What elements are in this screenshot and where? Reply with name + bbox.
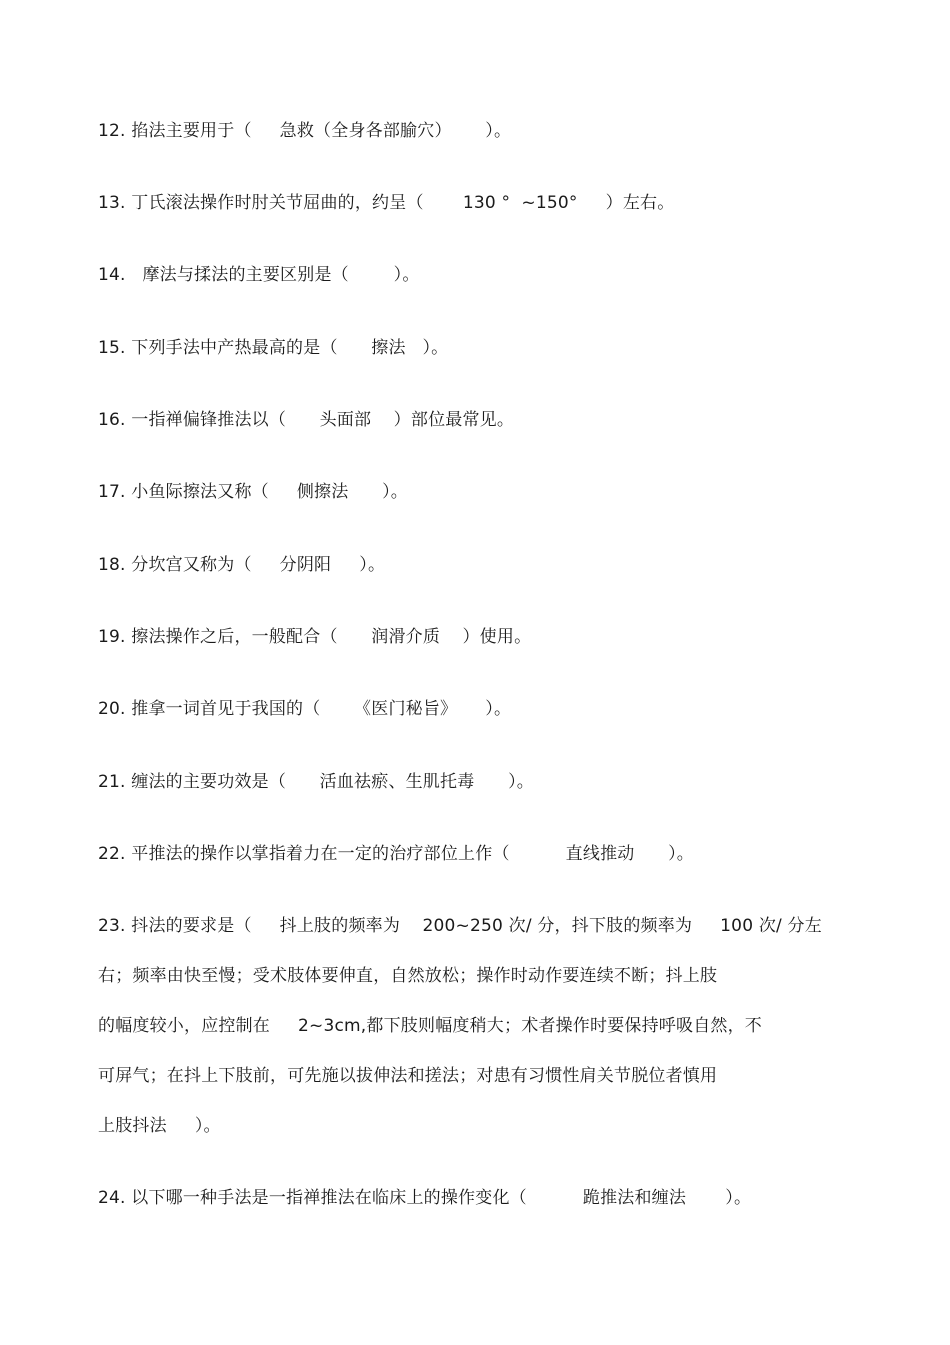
question-23-line-2: 右；频率由快至慢；受术肢体要伸直，自然放松；操作时动作要连续不断；抖上肢 xyxy=(98,966,718,986)
question-17: 17. 小鱼际擦法又称（ 侧擦法 ）。 xyxy=(98,482,408,502)
question-12: 12. 掐法主要用于（ 急救（全身各部腧穴） ）。 xyxy=(98,121,512,141)
question-22: 22. 平推法的操作以掌指着力在一定的治疗部位上作（ 直线推动 ）。 xyxy=(98,844,694,864)
question-20: 20. 推拿一词首见于我国的（ 《医门秘旨》 ）。 xyxy=(98,699,512,719)
question-13: 13. 丁氏滚法操作时肘关节屈曲的，约呈（ 130 ° ~150° ）左右。 xyxy=(98,193,675,213)
question-21: 21. 缠法的主要功效是（ 活血祛瘀、生肌托毒 ）。 xyxy=(98,772,534,792)
question-23-line-1: 23. 抖法的要求是（ 抖上肢的频率为 200~250 次/ 分，抖下肢的频率为 100 次/ 分左 xyxy=(98,916,822,936)
question-23-line-5: 上肢抖法 ）。 xyxy=(98,1116,221,1136)
question-16: 16. 一指禅偏锋推法以（ 头面部 ）部位最常见。 xyxy=(98,410,515,430)
question-15: 15. 下列手法中产热最高的是（ 擦法 ）。 xyxy=(98,338,449,358)
question-23-line-3: 的幅度较小，应控制在 2~3cm,都下肢则幅度稍大；术者操作时要保持呼吸自然，不 xyxy=(98,1016,763,1036)
question-19: 19. 擦法操作之后，一般配合（ 润滑介质 ）使用。 xyxy=(98,627,532,647)
question-14: 14. 摩法与揉法的主要区别是（ ）。 xyxy=(98,265,420,285)
question-18: 18. 分坎宫又称为（ 分阴阳 ）。 xyxy=(98,555,386,575)
question-24: 24. 以下哪一种手法是一指禅推法在临床上的操作变化（ 跪推法和缠法 ）。 xyxy=(98,1188,752,1208)
question-23-line-4: 可屏气；在抖上下肢前，可先施以拔伸法和搓法；对患有习惯性肩关节脱位者慎用 xyxy=(98,1066,718,1086)
